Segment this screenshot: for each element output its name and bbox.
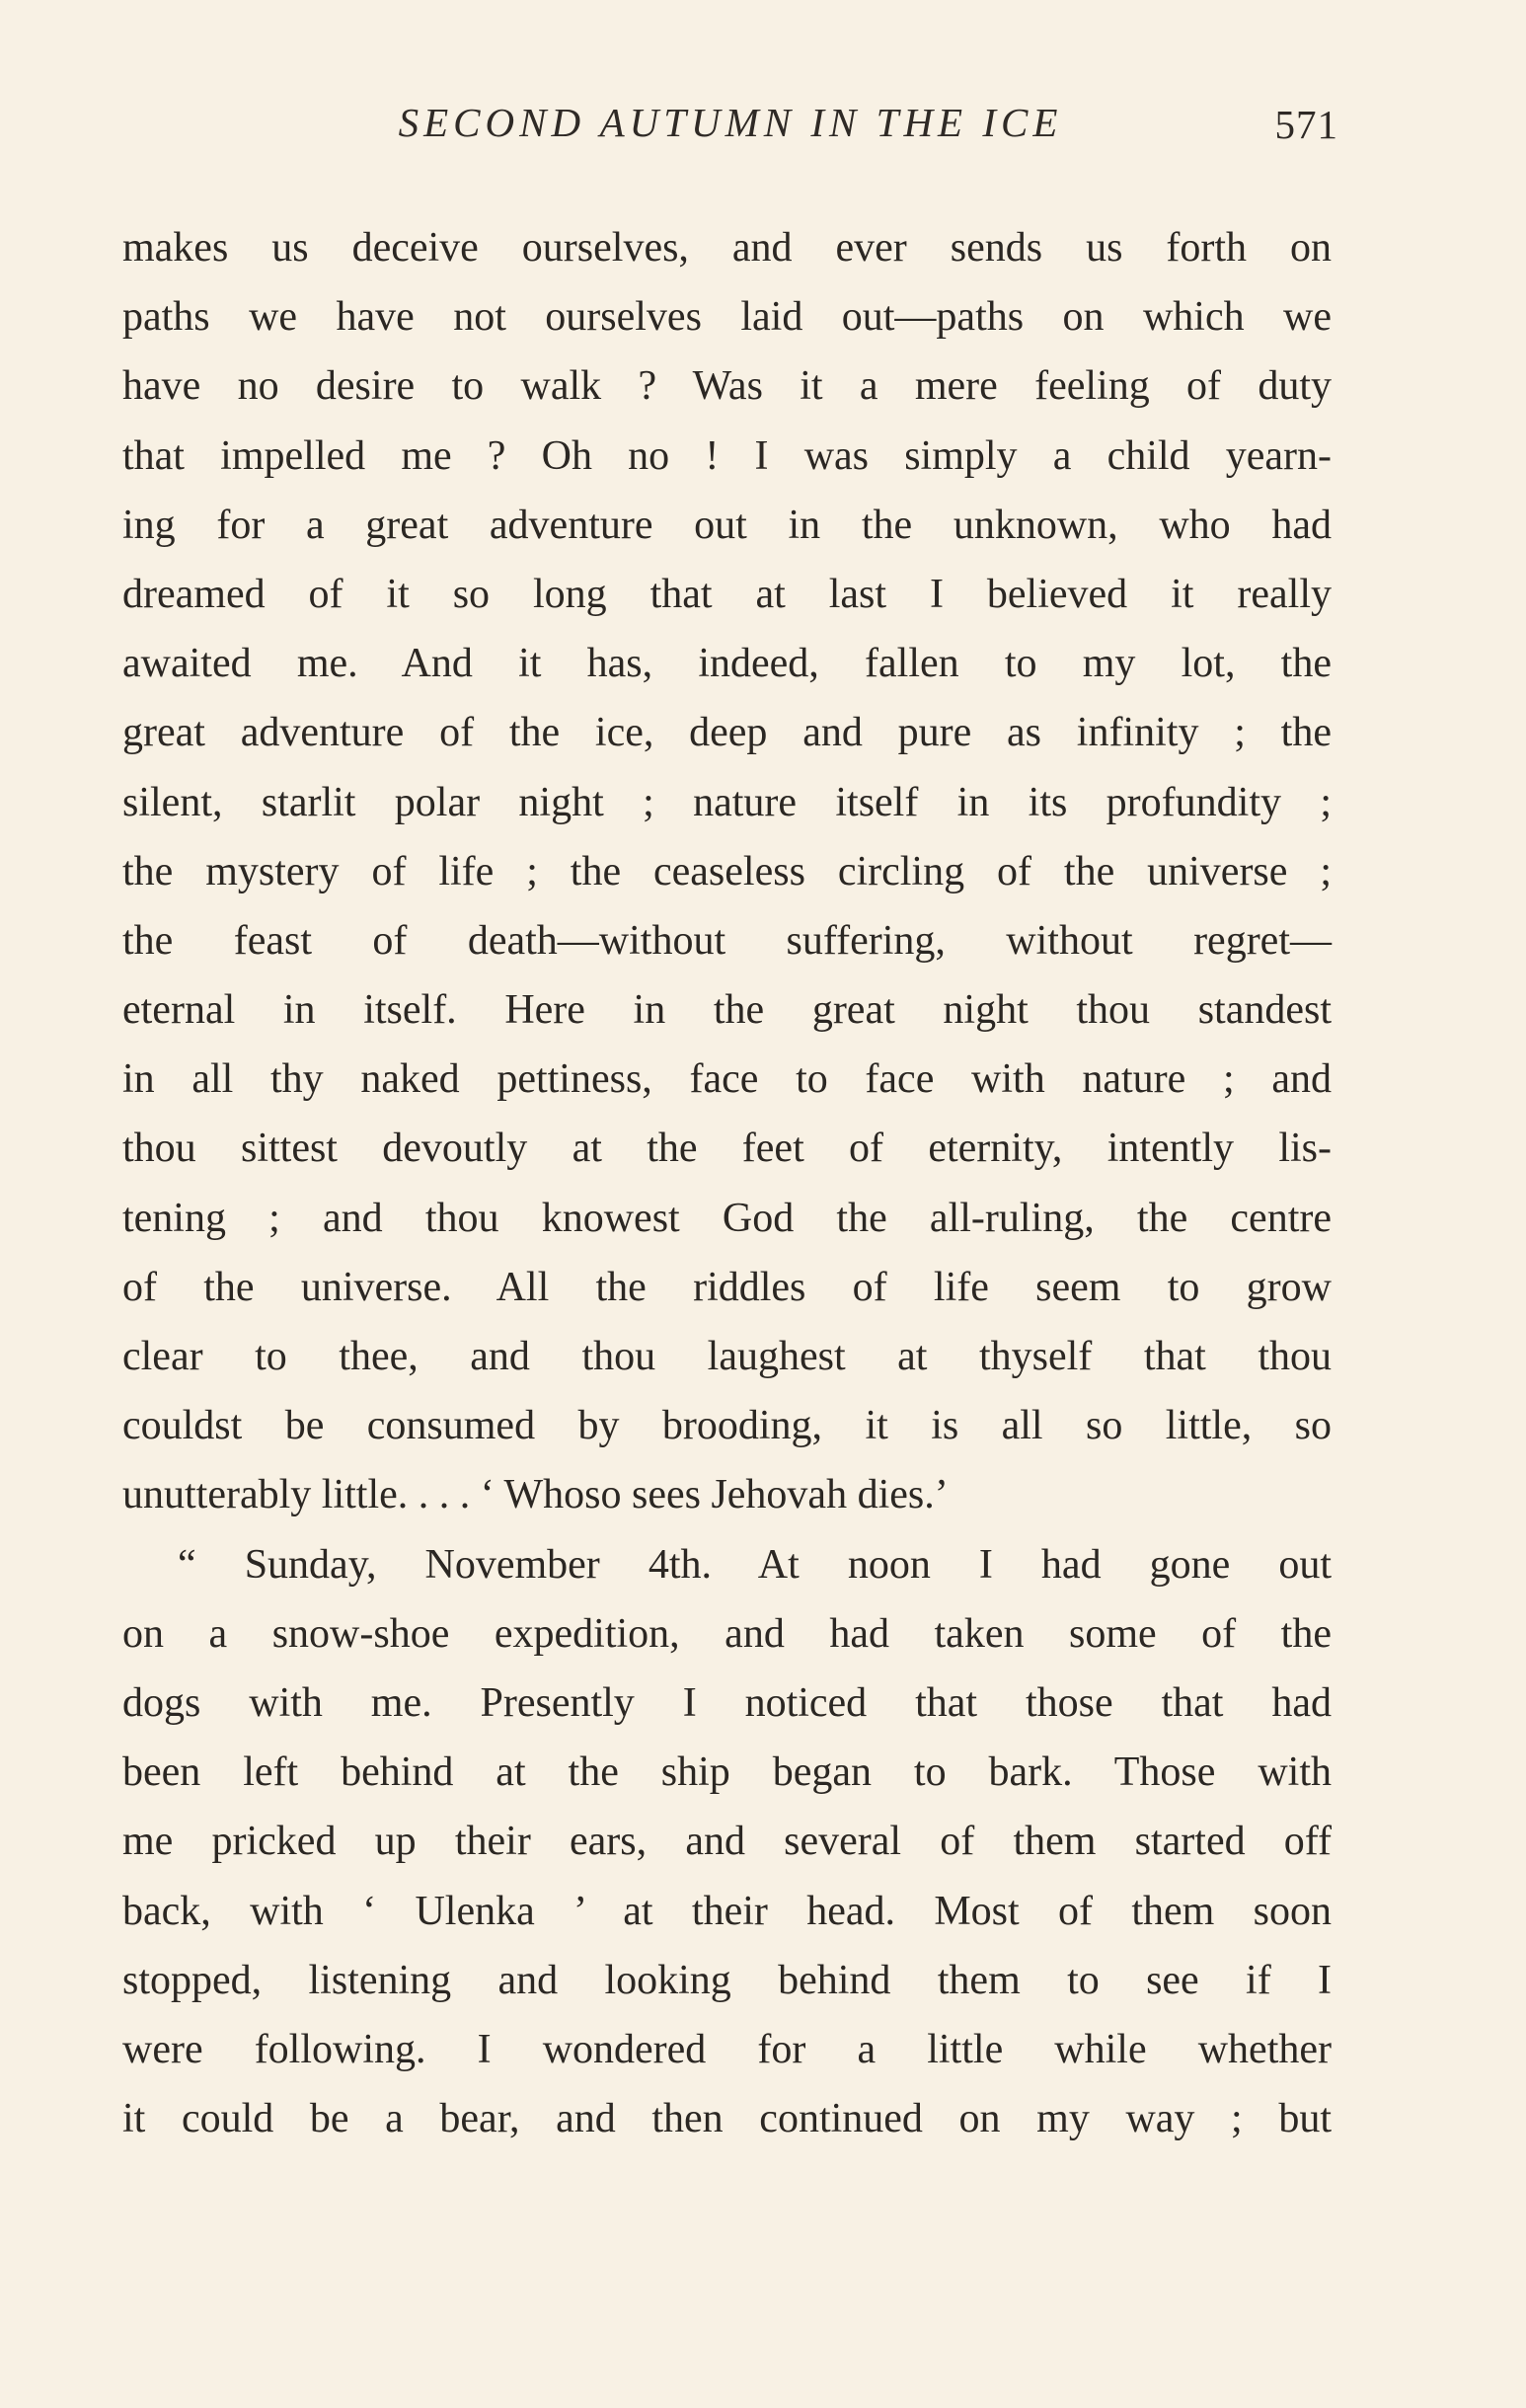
text-line: eternal in itself. Here in the great night thou standest <box>122 987 1332 1034</box>
text-line: clear to thee, and thou laughest at thyself that thou <box>122 1334 1332 1379</box>
text-line: of the universe. All the riddles of life seem to grow <box>122 1264 1332 1310</box>
text-line: the mystery of life ; the ceaseless circling of the universe ; <box>122 848 1332 894</box>
text-line: me pricked up their ears, and several of them started off <box>122 1819 1332 1865</box>
text-line: on a snow-shoe expedition, and had taken some of the <box>122 1610 1332 1657</box>
text-line: unutterably little. . . . ‘ Whoso sees Jehovah dies.’ <box>122 1472 949 1518</box>
text-line: that impelled me ? Oh no ! I was simply a child yearn- <box>122 432 1332 479</box>
text-line: great adventure of the ice, deep and pure as infinity ; the <box>122 710 1332 756</box>
text-line: makes us deceive ourselves, and ever sends us forth on <box>122 225 1332 271</box>
text-line: were following. I wondered for a little while whether <box>122 2026 1332 2072</box>
text-line: stopped, listening and looking behind them to see if I <box>122 1957 1332 2003</box>
text-line: back, with ‘ Ulenka ’ at their head. Most of them soon <box>122 1888 1332 1934</box>
running-title: SECOND AUTUMN IN THE ICE <box>398 100 1063 145</box>
text-line: have no desire to walk ? Was it a mere feeling of duty <box>122 363 1332 410</box>
running-head <box>122 99 1338 158</box>
text-line: been left behind at the ship began to bark. Those with <box>122 1749 1332 1796</box>
text-line: silent, starlit polar night ; nature itself in its profundity ; <box>122 779 1332 825</box>
text-line: in all thy naked pettiness, face to face with nature ; and <box>122 1056 1332 1103</box>
text-line: dreamed of it so long that at last I believed it really <box>122 571 1332 617</box>
text-line: paths we have not ourselves laid out—paths on which we <box>122 294 1332 341</box>
text-line: thou sittest devoutly at the feet of eternity, intently lis- <box>122 1126 1332 1172</box>
text-line: the feast of death—without suffering, without regret— <box>122 917 1332 964</box>
text-line: ing for a great adventure out in the unknown, who had <box>122 502 1332 548</box>
page-number: 571 <box>1274 102 1338 147</box>
text-line: “ Sunday, November 4th. At noon I had gone out <box>178 1541 1332 1588</box>
text-line: awaited me. And it has, indeed, fallen to my lot, the <box>122 641 1332 687</box>
text-line: dogs with me. Presently I noticed that those that had <box>122 1679 1332 1726</box>
text-line: couldst be consumed by brooding, it is all so little, so <box>122 1403 1332 1449</box>
text-line: tening ; and thou knowest God the all-ruling, the centre <box>122 1195 1332 1241</box>
body-text <box>122 213 1332 2153</box>
text-line: it could be a bear, and then continued on my way ; but <box>122 2096 1332 2142</box>
